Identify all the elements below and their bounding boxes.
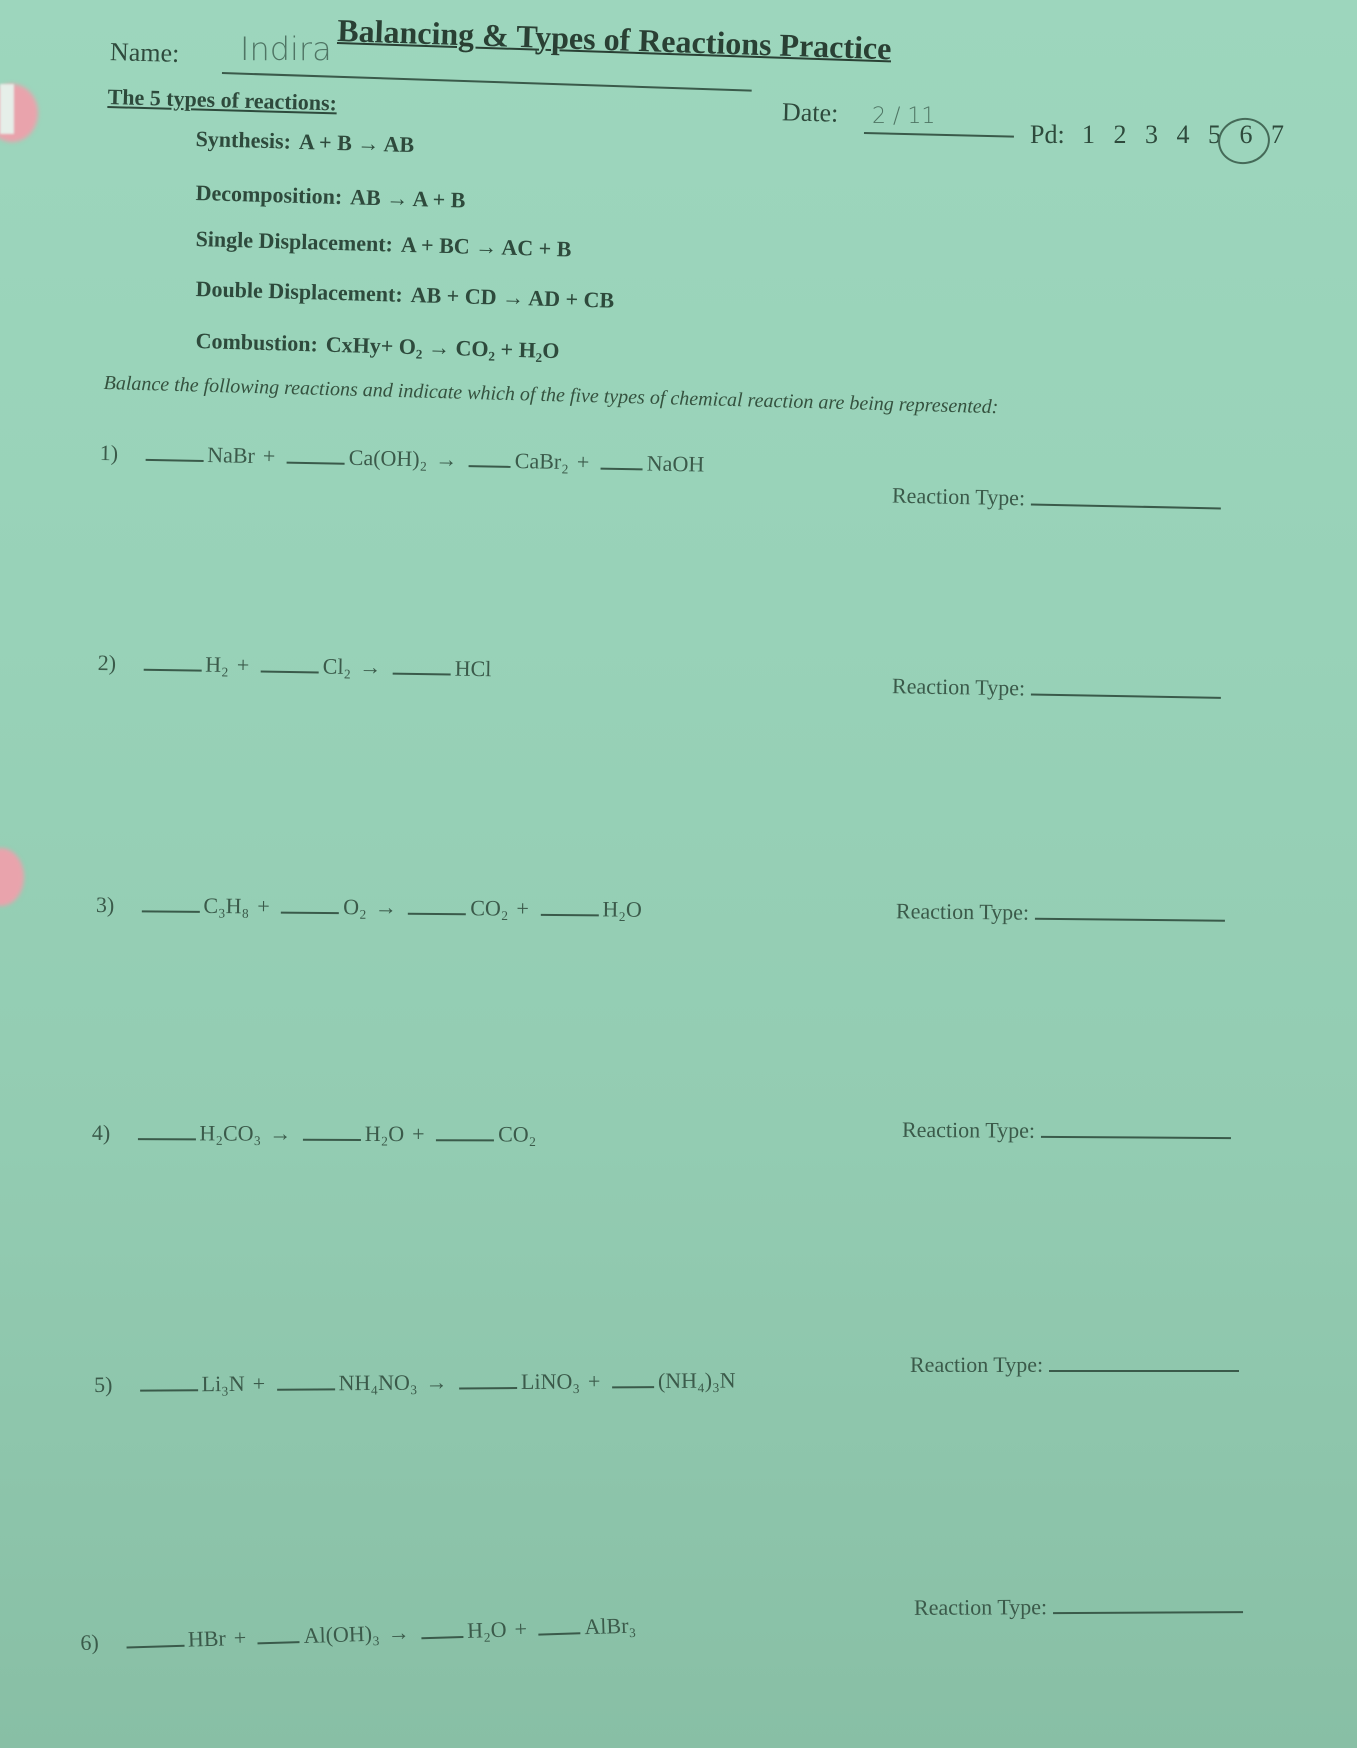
plus-sign: + (262, 443, 276, 469)
coefficient-blank[interactable] (469, 464, 511, 468)
instructions: Balance the following reactions and indicate which of the five types of chemical reaction are being represented: (103, 372, 999, 419)
reactant: HBr (187, 1625, 227, 1652)
arrow-icon: → (425, 1369, 448, 1395)
coefficient-blank[interactable] (539, 1631, 581, 1635)
type-equation: AB + CD → AD + CB (410, 282, 615, 313)
reactant: NaBr (207, 442, 256, 468)
coefficient-blank[interactable] (393, 672, 451, 676)
product: (NH₄)₃N (657, 1367, 736, 1394)
problem-2 (98, 650, 498, 682)
product: H₂O (364, 1120, 405, 1147)
reaction-type-label: Reaction Type: (891, 673, 1026, 701)
period-option-1[interactable]: 1 (1082, 120, 1101, 149)
reaction-type-label: Reaction Type: (891, 482, 1026, 511)
period-option-4[interactable]: 4 (1176, 120, 1196, 149)
type-equation: CxHy+ O₂ → CO₂ + H₂O (325, 331, 560, 364)
coefficient-blank[interactable] (261, 670, 319, 674)
date-label: Date: (781, 97, 839, 128)
problem-6 (80, 1612, 643, 1656)
reaction-type-field[interactable] (1053, 1610, 1243, 1614)
plus-sign: + (252, 1370, 266, 1396)
date-value[interactable]: 2 / 11 (872, 104, 936, 129)
reaction-type-label: Reaction Type: (901, 1116, 1036, 1143)
name-label: Name: (109, 37, 180, 68)
reaction-types-heading: The 5 types of reactions: (107, 84, 338, 116)
arrow-icon: → (387, 1619, 411, 1646)
coefficient-blank[interactable] (140, 1388, 198, 1391)
coefficient-blank[interactable] (459, 1386, 517, 1389)
problem-5 (94, 1367, 742, 1398)
type-single-displacement (195, 226, 572, 262)
plus-sign: + (514, 1615, 528, 1642)
reactant: H₂ (205, 651, 230, 678)
problem-number: 1) (99, 440, 119, 466)
coefficient-blank[interactable] (612, 1385, 654, 1388)
coefficient-blank[interactable] (287, 461, 345, 465)
reaction-type-1 (892, 483, 1222, 516)
type-name: Decomposition: (195, 180, 343, 210)
coefficient-blank[interactable] (258, 1640, 300, 1644)
problem-number: 2) (97, 650, 117, 676)
reaction-type-6 (914, 1593, 1243, 1621)
reaction-type-label: Reaction Type: (895, 898, 1030, 925)
coefficient-blank[interactable] (137, 1137, 195, 1140)
plus-sign: + (576, 449, 590, 475)
period-label: Pd: (1030, 120, 1065, 149)
reactant: NH₄NO₃ (338, 1369, 418, 1396)
reaction-type-field[interactable] (1041, 1135, 1231, 1139)
problem-number: 6) (80, 1629, 100, 1655)
problem-1 (100, 440, 711, 478)
plus-sign: + (257, 893, 270, 919)
period-option-7[interactable]: 7 (1271, 120, 1290, 149)
product: LiNO₃ (520, 1368, 581, 1395)
type-name: Double Displacement: (195, 276, 404, 307)
arrow-icon: → (269, 1120, 292, 1146)
product: HCl (454, 655, 492, 682)
period-option-3[interactable]: 3 (1145, 120, 1164, 149)
reaction-type-field[interactable] (1031, 693, 1221, 699)
reactant: Cl₂ (322, 653, 352, 679)
coefficient-blank[interactable] (141, 909, 199, 913)
reaction-type-4 (902, 1117, 1231, 1145)
reaction-type-label: Reaction Type: (910, 1352, 1044, 1377)
coefficient-blank[interactable] (421, 1635, 463, 1639)
reaction-type-field[interactable] (1049, 1369, 1239, 1372)
type-synthesis (195, 126, 414, 158)
problem-number: 3) (95, 892, 115, 918)
coefficient-blank[interactable] (436, 1138, 494, 1141)
date-underline (864, 132, 1014, 138)
plus-sign: + (233, 1624, 247, 1651)
coefficient-blank[interactable] (408, 912, 466, 916)
period-option-6[interactable]: 6 (1239, 120, 1259, 149)
plus-sign: + (236, 652, 250, 678)
product: CaBr₂ (514, 447, 570, 475)
coefficient-blank[interactable] (601, 467, 643, 471)
worksheet-title: Balancing & Types of Reactions Practice (336, 12, 892, 67)
type-name: Single Displacement: (195, 226, 394, 257)
reaction-type-2 (892, 673, 1221, 705)
reaction-type-field[interactable] (1035, 917, 1225, 922)
reactant: Ca(OH)₂ (348, 444, 428, 472)
reactant: O₂ (343, 894, 367, 920)
coefficient-blank[interactable] (540, 913, 598, 917)
name-value[interactable]: Indira (240, 30, 332, 68)
coefficient-blank[interactable] (145, 458, 203, 462)
product: NaOH (646, 450, 705, 477)
coefficient-blank[interactable] (281, 911, 339, 915)
type-equation: A + B → AB (298, 128, 415, 158)
coefficient-blank[interactable] (303, 1138, 361, 1141)
type-combustion (195, 328, 560, 364)
type-name: Combustion: (195, 328, 319, 357)
type-equation: AB → A + B (349, 184, 466, 213)
reaction-type-field[interactable] (1031, 502, 1221, 509)
reactant: C₃H₈ (203, 892, 250, 919)
problem-3 (96, 892, 648, 923)
reactant: H₂CO₃ (199, 1120, 262, 1146)
product: CO₂ (498, 1121, 537, 1147)
plus-sign: + (587, 1368, 601, 1394)
reaction-type-label: Reaction Type: (913, 1594, 1048, 1620)
problem-number: 5) (94, 1371, 113, 1397)
problem-4 (92, 1120, 542, 1148)
reactant: Al(OH)₃ (303, 1620, 381, 1648)
reactant: Li₃N (201, 1370, 245, 1397)
period-option-5[interactable]: 5 (1208, 120, 1227, 149)
arrow-icon: → (435, 446, 458, 472)
period-option-2[interactable]: 2 (1113, 120, 1133, 149)
reaction-type-3 (896, 898, 1225, 927)
coefficient-blank[interactable] (277, 1387, 335, 1390)
coefficient-blank[interactable] (143, 668, 201, 672)
type-double-displacement (195, 276, 614, 314)
type-equation: A + BC → AC + B (400, 231, 572, 262)
product: H₂O (466, 1616, 507, 1643)
problem-number: 4) (91, 1120, 111, 1146)
plus-sign: + (412, 1121, 425, 1147)
coefficient-blank[interactable] (126, 1644, 184, 1649)
product: H₂O (602, 896, 642, 922)
arrow-icon: → (374, 894, 397, 920)
arrow-icon: → (359, 654, 382, 680)
type-name: Synthesis: (195, 126, 292, 154)
product: CO₂ (470, 895, 509, 921)
type-decomposition (195, 180, 466, 214)
reaction-type-5 (910, 1352, 1239, 1378)
plus-sign: + (516, 895, 530, 921)
product: AlBr₃ (584, 1612, 637, 1640)
binder-hole-top-reflection (0, 84, 14, 134)
binder-hole-middle (0, 848, 24, 906)
